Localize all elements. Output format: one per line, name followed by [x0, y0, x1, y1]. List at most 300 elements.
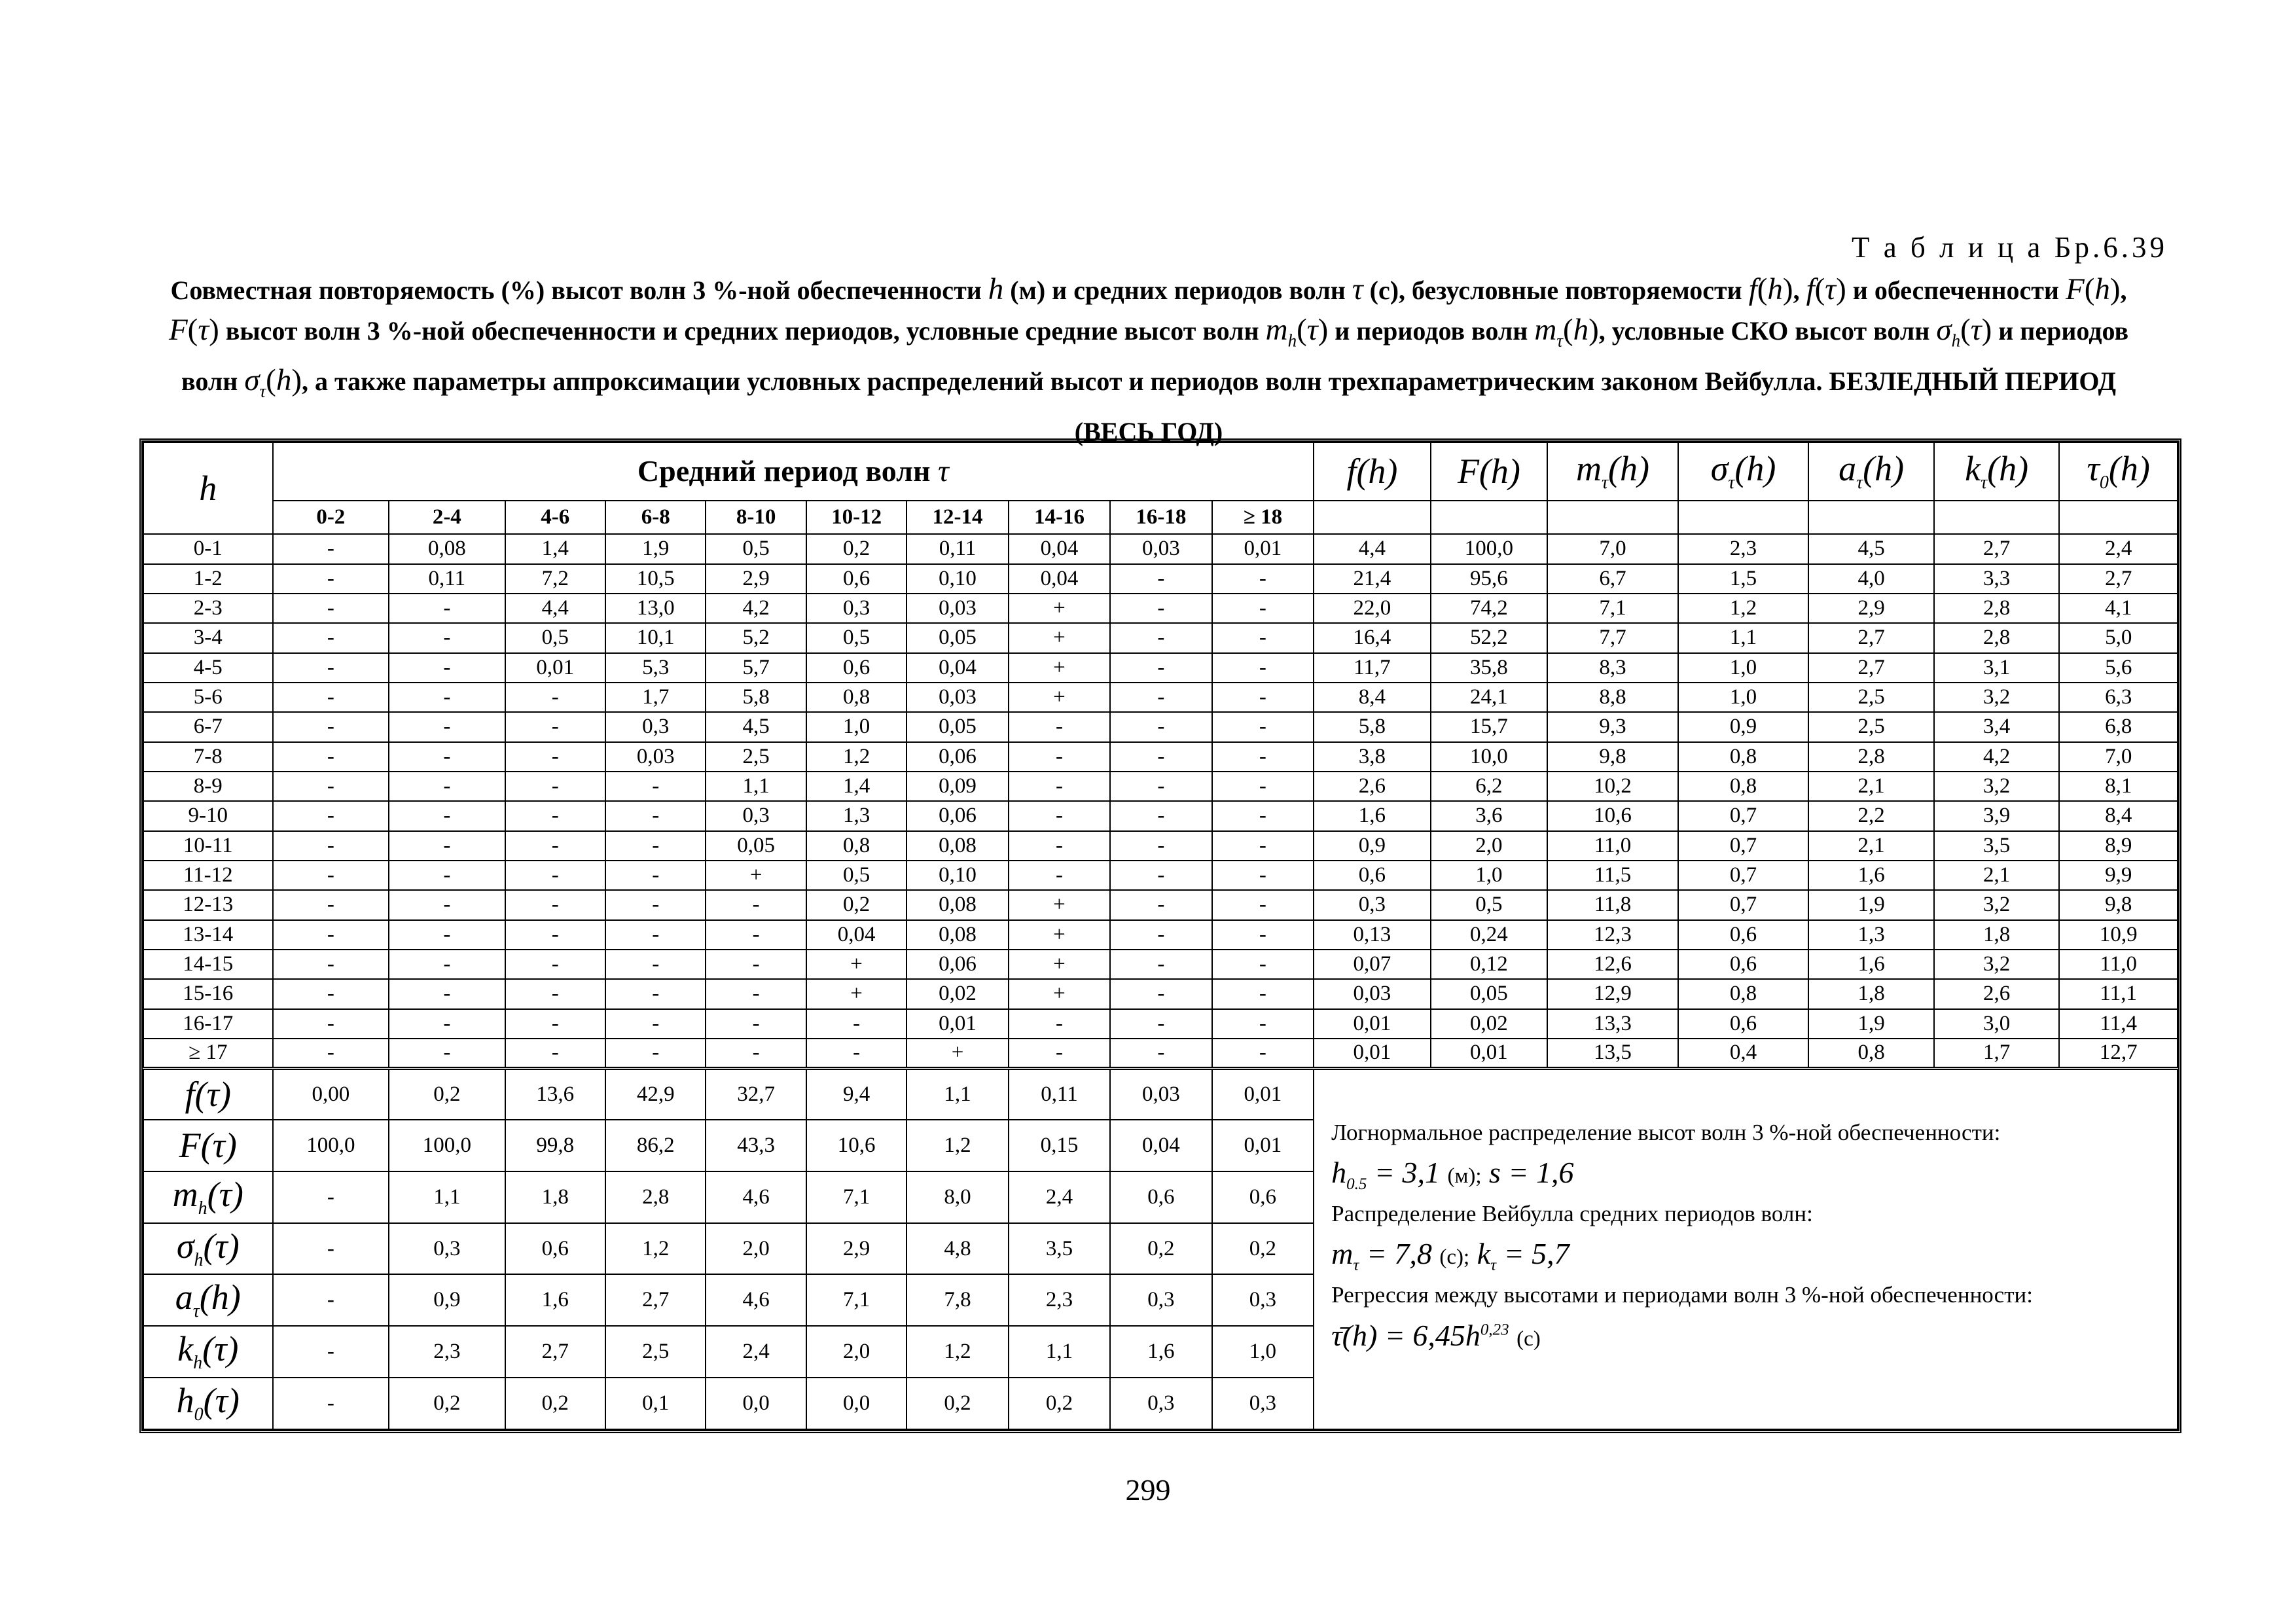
summary-cell: 1,2	[605, 1223, 706, 1275]
stat-cell: 2,1	[1934, 861, 2060, 890]
table-row	[143, 1009, 2178, 1039]
frequency-cell: -	[605, 890, 706, 919]
frequency-cell: -	[1009, 772, 1110, 801]
frequency-cell: 0,6	[806, 653, 906, 683]
stat-cell: 0,01	[1314, 1009, 1431, 1039]
frequency-cell: 0,04	[1009, 564, 1110, 594]
summary-cell: 4,6	[706, 1274, 806, 1326]
summary-cell: 0,9	[389, 1274, 505, 1326]
stat-cell: 74,2	[1431, 594, 1548, 623]
col-tau0-h: $\tau_0(h)$	[2059, 442, 2178, 501]
col-F-h: F(h)	[1431, 442, 1548, 501]
summary-cell: -	[273, 1223, 389, 1275]
table-row	[143, 594, 2178, 623]
period-bin-header: 2-4	[389, 501, 505, 535]
height-range-cell: 15-16	[143, 979, 273, 1008]
stat-cell: 3,2	[1934, 683, 2060, 712]
lognormal-formula: $h_{0.5} = 3,1$ (м); s = 1,6	[1331, 1156, 1574, 1194]
frequency-cell: +	[1009, 623, 1110, 652]
h-column-header: h	[143, 442, 273, 534]
stat-cell: 2,1	[1808, 772, 1934, 801]
summary-label: $k_h(\tau)$	[143, 1326, 273, 1378]
frequency-cell: -	[1110, 801, 1211, 830]
period-bin-header: 14-16	[1009, 501, 1110, 535]
summary-cell: 1,6	[505, 1274, 605, 1326]
frequency-cell: 0,09	[906, 772, 1008, 801]
frequency-cell: 0,06	[906, 742, 1008, 772]
frequency-cell: -	[1212, 712, 1314, 741]
stat-cell: 2,6	[1934, 979, 2060, 1008]
summary-cell: 0,11	[1009, 1068, 1110, 1120]
stat-cell: 15,7	[1431, 712, 1548, 741]
summary-cell: 0,00	[273, 1068, 389, 1120]
summary-cell: 7,1	[806, 1274, 906, 1326]
frequency-cell: -	[1009, 742, 1110, 772]
frequency-cell: 0,8	[806, 831, 906, 861]
summary-cell: 43,3	[706, 1120, 806, 1171]
approximation-notes: Логнормальное распределение высот волн 3 %-ной обеспеченности: $h_{0.5} = 3,1$ (м); s = 1,6 Распределение Вейбулла средних периодов волн: $m_\tau = 7,8$ (с); $k_\tau = 5,7$ Регрессия между высотами и периодами волн 3 %-ной обеспеченности: τ̄(h) = $6,45h^{0,23}$ (с)	[1314, 1068, 2178, 1429]
stat-cell: 52,2	[1431, 623, 1548, 652]
frequency-cell: -	[273, 861, 389, 890]
stat-cell: 7,7	[1547, 623, 1678, 652]
frequency-cell: -	[389, 683, 505, 712]
stat-cell: 3,0	[1934, 1009, 2060, 1039]
summary-cell: 13,6	[505, 1068, 605, 1120]
frequency-cell: -	[806, 1009, 906, 1039]
stat-cell: 0,5	[1431, 890, 1548, 919]
height-range-cell: 9-10	[143, 801, 273, 830]
frequency-cell: -	[605, 979, 706, 1008]
stat-cell: 12,3	[1547, 920, 1678, 950]
stat-cell: 95,6	[1431, 564, 1548, 594]
frequency-cell: -	[1009, 861, 1110, 890]
frequency-cell: 1,4	[505, 534, 605, 563]
frequency-cell: -	[1110, 564, 1211, 594]
stat-cell: 2,7	[1808, 623, 1934, 652]
summary-cell: 3,5	[1009, 1223, 1110, 1275]
empty-cell	[1314, 501, 1431, 535]
period-bin-header: ≥ 18	[1212, 501, 1314, 535]
table-row	[143, 712, 2178, 741]
data-table	[139, 438, 2181, 1433]
period-bin-header: 0-2	[273, 501, 389, 535]
frequency-cell: 0,08	[906, 920, 1008, 950]
frequency-cell: 2,9	[706, 564, 806, 594]
col-m-tau-h: $m_\tau(h)$	[1547, 442, 1678, 501]
frequency-cell: 0,3	[706, 801, 806, 830]
frequency-cell: -	[1212, 772, 1314, 801]
summary-cell: 0,03	[1110, 1068, 1211, 1120]
summary-cell: 2,9	[806, 1223, 906, 1275]
stat-cell: 11,1	[2059, 979, 2178, 1008]
frequency-cell: 0,03	[1110, 534, 1211, 563]
stat-cell: 0,7	[1678, 890, 1809, 919]
stat-cell: 5,0	[2059, 623, 2178, 652]
frequency-cell: 0,06	[906, 950, 1008, 979]
frequency-cell: -	[1110, 950, 1211, 979]
frequency-cell: -	[1110, 861, 1211, 890]
frequency-cell: -	[273, 890, 389, 919]
frequency-cell: -	[1009, 831, 1110, 861]
stat-cell: 0,9	[1678, 712, 1809, 741]
col-a-tau-h: $a_\tau(h)$	[1808, 442, 1934, 501]
frequency-cell: +	[1009, 683, 1110, 712]
summary-cell: 1,2	[906, 1326, 1008, 1378]
frequency-cell: -	[273, 1009, 389, 1039]
frequency-cell: -	[273, 683, 389, 712]
table-row	[143, 831, 2178, 861]
frequency-cell: -	[389, 861, 505, 890]
stat-cell: 10,2	[1547, 772, 1678, 801]
frequency-cell: -	[505, 801, 605, 830]
summary-cell: 0,3	[1110, 1378, 1211, 1429]
summary-cell: 0,2	[389, 1068, 505, 1120]
frequency-cell: -	[273, 742, 389, 772]
summary-row	[143, 1068, 2178, 1120]
frequency-cell: -	[505, 890, 605, 919]
stat-cell: 5,8	[1314, 712, 1431, 741]
frequency-cell: -	[1212, 979, 1314, 1008]
summary-cell: 42,9	[605, 1068, 706, 1120]
stat-cell: 1,6	[1808, 950, 1934, 979]
summary-cell: 7,8	[906, 1274, 1008, 1326]
frequency-cell: -	[505, 979, 605, 1008]
height-range-cell: 11-12	[143, 861, 273, 890]
frequency-cell: -	[273, 653, 389, 683]
frequency-cell: -	[1009, 1009, 1110, 1039]
empty-cell	[2059, 501, 2178, 535]
frequency-cell: 10,5	[605, 564, 706, 594]
stat-cell: 100,0	[1431, 534, 1548, 563]
summary-cell: 86,2	[605, 1120, 706, 1171]
frequency-cell: -	[273, 831, 389, 861]
summary-cell: 8,0	[906, 1171, 1008, 1223]
table-row	[143, 801, 2178, 830]
summary-label: f(τ)	[143, 1068, 273, 1120]
summary-cell: 1,1	[906, 1068, 1008, 1120]
stat-cell: 7,0	[2059, 742, 2178, 772]
stat-cell: 2,7	[2059, 564, 2178, 594]
height-range-cell: 0-1	[143, 534, 273, 563]
summary-cell: -	[273, 1378, 389, 1429]
frequency-cell: -	[605, 920, 706, 950]
summary-cell: 0,3	[1212, 1378, 1314, 1429]
frequency-cell: -	[389, 831, 505, 861]
table-row	[143, 920, 2178, 950]
stat-cell: 10,9	[2059, 920, 2178, 950]
frequency-cell: 0,04	[1009, 534, 1110, 563]
table-row	[143, 861, 2178, 890]
frequency-cell: 0,05	[906, 623, 1008, 652]
frequency-cell: 13,0	[605, 594, 706, 623]
stat-cell: 2,2	[1808, 801, 1934, 830]
summary-cell: 2,4	[1009, 1171, 1110, 1223]
stat-cell: 0,03	[1314, 979, 1431, 1008]
summary-cell: 1,8	[505, 1171, 605, 1223]
summary-cell: -	[273, 1326, 389, 1378]
stat-cell: 0,8	[1808, 1039, 1934, 1068]
frequency-cell: -	[706, 920, 806, 950]
stat-cell: 3,3	[1934, 564, 2060, 594]
frequency-cell: 0,5	[806, 623, 906, 652]
stat-cell: 2,4	[2059, 534, 2178, 563]
summary-cell: 0,2	[1212, 1223, 1314, 1275]
frequency-cell: -	[605, 861, 706, 890]
stat-cell: 0,8	[1678, 979, 1809, 1008]
stat-cell: 3,6	[1431, 801, 1548, 830]
summary-cell: 2,7	[605, 1274, 706, 1326]
height-range-cell: 10-11	[143, 831, 273, 861]
frequency-cell: 0,01	[1212, 534, 1314, 563]
summary-cell: 4,8	[906, 1223, 1008, 1275]
frequency-cell: -	[505, 831, 605, 861]
height-range-cell: 13-14	[143, 920, 273, 950]
height-range-cell: 1-2	[143, 564, 273, 594]
frequency-cell: 1,2	[806, 742, 906, 772]
table-number: Т а б л и ц а Бр.6.39	[1851, 231, 2168, 264]
stat-cell: 4,2	[1934, 742, 2060, 772]
stat-cell: 8,1	[2059, 772, 2178, 801]
summary-cell: 32,7	[706, 1068, 806, 1120]
summary-cell: 1,0	[1212, 1326, 1314, 1378]
frequency-cell: 0,01	[505, 653, 605, 683]
stat-cell: 0,24	[1431, 920, 1548, 950]
frequency-cell: 0,05	[906, 712, 1008, 741]
stat-cell: 16,4	[1314, 623, 1431, 652]
height-range-cell: 6-7	[143, 712, 273, 741]
frequency-cell: -	[273, 772, 389, 801]
summary-cell: 2,0	[806, 1326, 906, 1378]
summary-cell: 0,01	[1212, 1120, 1314, 1171]
stat-cell: 0,4	[1678, 1039, 1809, 1068]
summary-cell: 0,6	[1212, 1171, 1314, 1223]
frequency-cell: 0,03	[605, 742, 706, 772]
stat-cell: 8,9	[2059, 831, 2178, 861]
stat-cell: 13,3	[1547, 1009, 1678, 1039]
frequency-cell: -	[1212, 801, 1314, 830]
stat-cell: 10,0	[1431, 742, 1548, 772]
table-row	[143, 979, 2178, 1008]
stat-cell: 6,3	[2059, 683, 2178, 712]
stat-cell: 7,0	[1547, 534, 1678, 563]
frequency-cell: +	[1009, 979, 1110, 1008]
frequency-cell: -	[706, 979, 806, 1008]
frequency-cell: 0,6	[806, 564, 906, 594]
frequency-cell: -	[605, 801, 706, 830]
stat-cell: 4,1	[2059, 594, 2178, 623]
frequency-cell: -	[273, 594, 389, 623]
stat-cell: 2,3	[1678, 534, 1809, 563]
stat-cell: 11,0	[2059, 950, 2178, 979]
stat-cell: 0,7	[1678, 801, 1809, 830]
height-range-cell: 14-15	[143, 950, 273, 979]
summary-label: $m_h(\tau)$	[143, 1171, 273, 1223]
frequency-cell: -	[389, 1039, 505, 1068]
col-k-tau-h: $k_\tau(h)$	[1934, 442, 2060, 501]
stat-cell: 1,2	[1678, 594, 1809, 623]
stat-cell: 1,6	[1314, 801, 1431, 830]
page-number: 299	[1125, 1473, 1171, 1507]
stat-cell: 0,8	[1678, 742, 1809, 772]
period-bin-header: 16-18	[1110, 501, 1211, 535]
stat-cell: 11,8	[1547, 890, 1678, 919]
frequency-cell: +	[806, 950, 906, 979]
stat-cell: 7,1	[1547, 594, 1678, 623]
frequency-cell: -	[273, 623, 389, 652]
frequency-cell: +	[1009, 653, 1110, 683]
stat-cell: 2,7	[1808, 653, 1934, 683]
stat-cell: 2,8	[1934, 623, 2060, 652]
summary-cell: 0,3	[389, 1223, 505, 1275]
stat-cell: 9,9	[2059, 861, 2178, 890]
stat-cell: 12,9	[1547, 979, 1678, 1008]
stat-cell: 1,0	[1678, 653, 1809, 683]
summary-cell: 10,6	[806, 1120, 906, 1171]
frequency-cell: 0,11	[906, 534, 1008, 563]
summary-label: $h_0(\tau)$	[143, 1378, 273, 1429]
summary-cell: 0,3	[1212, 1274, 1314, 1326]
height-range-cell: 4-5	[143, 653, 273, 683]
frequency-cell: -	[505, 772, 605, 801]
frequency-cell: 5,2	[706, 623, 806, 652]
summary-cell: 2,7	[505, 1326, 605, 1378]
frequency-cell: -	[389, 890, 505, 919]
frequency-cell: +	[906, 1039, 1008, 1068]
frequency-cell: 5,3	[605, 653, 706, 683]
stat-cell: 0,01	[1314, 1039, 1431, 1068]
height-range-cell: 12-13	[143, 890, 273, 919]
summary-cell: 100,0	[273, 1120, 389, 1171]
frequency-cell: -	[1009, 712, 1110, 741]
frequency-cell: -	[706, 890, 806, 919]
frequency-cell: -	[605, 1039, 706, 1068]
stat-cell: 0,3	[1314, 890, 1431, 919]
frequency-cell: 0,3	[605, 712, 706, 741]
summary-cell: 0,2	[389, 1378, 505, 1429]
stat-cell: 0,7	[1678, 861, 1809, 890]
frequency-cell: 0,3	[806, 594, 906, 623]
frequency-cell: -	[273, 1039, 389, 1068]
stat-cell: 1,9	[1808, 1009, 1934, 1039]
stat-cell: 2,0	[1431, 831, 1548, 861]
frequency-cell: 0,2	[806, 534, 906, 563]
frequency-cell: -	[389, 623, 505, 652]
summary-cell: 0,6	[505, 1223, 605, 1275]
frequency-cell: -	[1110, 683, 1211, 712]
stat-cell: 1,1	[1678, 623, 1809, 652]
frequency-cell: 7,2	[505, 564, 605, 594]
frequency-cell: 0,02	[906, 979, 1008, 1008]
frequency-cell: +	[1009, 594, 1110, 623]
frequency-cell: +	[1009, 920, 1110, 950]
stat-cell: 2,6	[1314, 772, 1431, 801]
frequency-cell: -	[1110, 979, 1211, 1008]
frequency-cell: +	[1009, 950, 1110, 979]
summary-cell: 1,1	[389, 1171, 505, 1223]
frequency-cell: -	[505, 1009, 605, 1039]
summary-cell: 0,2	[1009, 1378, 1110, 1429]
frequency-cell: -	[605, 831, 706, 861]
frequency-cell: -	[273, 801, 389, 830]
frequency-cell: 0,10	[906, 564, 1008, 594]
stat-cell: 11,5	[1547, 861, 1678, 890]
frequency-cell: -	[1212, 742, 1314, 772]
frequency-cell: -	[505, 683, 605, 712]
frequency-cell: -	[273, 920, 389, 950]
stat-cell: 0,01	[1431, 1039, 1548, 1068]
frequency-cell: 0,5	[806, 861, 906, 890]
summary-cell: 4,6	[706, 1171, 806, 1223]
frequency-cell: 0,04	[806, 920, 906, 950]
frequency-cell: 4,5	[706, 712, 806, 741]
height-range-cell: 5-6	[143, 683, 273, 712]
frequency-cell: -	[1212, 683, 1314, 712]
stat-cell: 1,8	[1934, 920, 2060, 950]
frequency-cell: -	[1212, 1039, 1314, 1068]
height-range-cell: 16-17	[143, 1009, 273, 1039]
stat-cell: 8,4	[2059, 801, 2178, 830]
table-row	[143, 653, 2178, 683]
empty-cell	[1934, 501, 2060, 535]
empty-cell	[1547, 501, 1678, 535]
frequency-cell: -	[389, 712, 505, 741]
frequency-cell: -	[1110, 653, 1211, 683]
frequency-cell: -	[389, 772, 505, 801]
stat-cell: 0,6	[1314, 861, 1431, 890]
stat-cell: 12,7	[2059, 1039, 2178, 1068]
frequency-cell: -	[1110, 712, 1211, 741]
stat-cell: 0,6	[1678, 950, 1809, 979]
stat-cell: 1,7	[1934, 1039, 2060, 1068]
frequency-cell: -	[389, 594, 505, 623]
regression-formula: τ̄(h) = $6,45h^{0,23}$ (с)	[1331, 1318, 1541, 1352]
frequency-cell: 1,3	[806, 801, 906, 830]
frequency-cell: +	[1009, 890, 1110, 919]
summary-cell: -	[273, 1274, 389, 1326]
stat-cell: 8,8	[1547, 683, 1678, 712]
frequency-cell: 0,10	[906, 861, 1008, 890]
frequency-cell: -	[1212, 1009, 1314, 1039]
summary-cell: 0,0	[806, 1378, 906, 1429]
stat-cell: 0,13	[1314, 920, 1431, 950]
stat-cell: 1,0	[1431, 861, 1548, 890]
frequency-cell: -	[1212, 861, 1314, 890]
summary-cell: 0,2	[906, 1378, 1008, 1429]
frequency-cell: -	[505, 950, 605, 979]
summary-cell: 1,2	[906, 1120, 1008, 1171]
frequency-cell: -	[806, 1039, 906, 1068]
frequency-cell: 0,2	[806, 890, 906, 919]
frequency-cell: 4,4	[505, 594, 605, 623]
frequency-cell: -	[1212, 920, 1314, 950]
period-bin-header: 12-14	[906, 501, 1008, 535]
summary-cell: 0,3	[1110, 1274, 1211, 1326]
frequency-cell: -	[1110, 594, 1211, 623]
height-range-cell: 8-9	[143, 772, 273, 801]
weibull-formula: $m_\tau = 7,8$ (с); $k_\tau = 5,7$	[1331, 1237, 1570, 1275]
table-row	[143, 564, 2178, 594]
col-f-h: f(h)	[1314, 442, 1431, 501]
summary-cell: 0,01	[1212, 1068, 1314, 1120]
stat-cell: 3,2	[1934, 772, 2060, 801]
summary-cell: 2,0	[706, 1223, 806, 1275]
stat-cell: 3,2	[1934, 890, 2060, 919]
summary-label: F(τ)	[143, 1120, 273, 1171]
stat-cell: 0,9	[1314, 831, 1431, 861]
frequency-cell: 1,9	[605, 534, 706, 563]
frequency-cell: -	[389, 1009, 505, 1039]
frequency-cell: -	[1110, 742, 1211, 772]
